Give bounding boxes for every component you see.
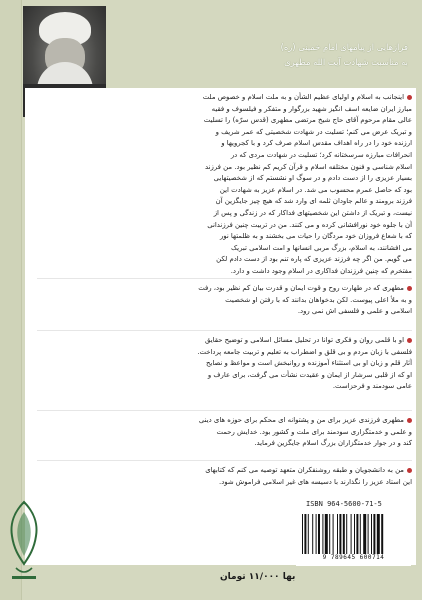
barcode-bar [337, 514, 338, 554]
line-text: و تبریک عرض می کنم؛ تسلیت در شهادت شخصیتی که عمر شریف و [215, 127, 412, 136]
line-text: عامی سودمند و فرحزاست. [332, 382, 412, 391]
barcode-bar [316, 514, 317, 554]
barcode-bar [351, 514, 352, 554]
paragraph-line [37, 266, 412, 278]
heading-line-1: فرازهایی از پیامهای امام خمینی (ره) [280, 42, 408, 52]
quote-paragraph [37, 283, 412, 318]
paragraph-line [37, 477, 412, 489]
line-text: او که از قلبی سرشار از ایمان و عقیدت نشأت می گرفت، برای عارف و [207, 370, 412, 379]
paragraph-line [37, 465, 412, 477]
barcode-bar [333, 514, 334, 554]
bullet-marker [407, 418, 412, 423]
barcode-bar [343, 514, 345, 554]
barcode-bar [354, 514, 355, 554]
bullet-marker [407, 286, 412, 291]
barcode-bar [381, 514, 383, 554]
paragraph-line [37, 196, 412, 208]
quote-paragraph [37, 415, 412, 450]
line-text: اسلامی و علمی و فلسفی اش نمی رود. [297, 307, 412, 316]
paragraph-divider [37, 410, 412, 411]
bullet-marker [407, 338, 412, 343]
paragraph-line [37, 335, 412, 347]
barcode-bar [373, 514, 375, 554]
barcode-bar [377, 514, 380, 554]
paragraph-divider [37, 278, 412, 279]
paragraph-line [37, 283, 412, 295]
barcode-bar [304, 514, 306, 554]
isbn-number: ISBN 964-5600-71-5 [306, 500, 382, 508]
barcode [296, 510, 411, 566]
paragraph-line [37, 220, 412, 232]
line-text: مطهری فرزندی عزیز برای من و پشتوانه ای محکم برای حوزه های دینی [198, 416, 404, 424]
barcode-bar [356, 514, 358, 554]
line-text: و علمی و خدمتگزاری سودمند برای ملت و کشور بود. خدایش رحمت [216, 427, 412, 436]
paragraph-line [37, 347, 412, 359]
line-text: اسلام شناسی و فنون مختلفه اسلام و قرآن کریم کم نظیر بود. من فرزند [204, 162, 412, 171]
line-text: اینجانب به اسلام و اولیای عظیم الشأن و به ملت اسلام و خصوص ملت [202, 93, 404, 101]
paragraph-line [37, 173, 412, 185]
paragraph-line [37, 427, 412, 439]
paragraph-line [37, 162, 412, 174]
barcode-bar [360, 514, 361, 554]
line-text: مفتخرم که چنین فرزندان فداکاری در اسلام وجود داشت و دارد. [230, 266, 412, 275]
paragraph-divider [37, 330, 412, 331]
barcode-digits: 9 789645 600714 [322, 554, 385, 561]
barcode-bar [312, 514, 313, 554]
barcode-bar [325, 514, 328, 554]
line-text: می افشانند، به اسلام، بزرگ مربی انسانها و امت اسلامی تبریک [231, 243, 412, 252]
paragraph-line [37, 208, 412, 220]
barcode-bar [346, 514, 347, 554]
paragraph-line [37, 243, 412, 255]
line-text: که با شعاع فروزان خود مردگان را حیات می بخشند و به ظلمتها نور [219, 232, 412, 241]
line-text: و به ملأ اعلی پیوست. لکن بدخواهان بدانند که با رفتن او شخصیت [225, 295, 412, 304]
line-text: فرزند برومند و عالم جاودان ثلمه ای وارد شد که هیچ چیز جایگزین آن [215, 197, 412, 206]
price-label: بها ۱۱/۰۰۰ تومان [220, 572, 296, 582]
line-text: او با قلمی روان و فکری توانا در تحلیل مسائل اسلامی و توضیح حقایق [204, 336, 404, 344]
paragraph-line [37, 115, 412, 127]
barcode-bar [302, 514, 303, 554]
publisher-logo [4, 490, 44, 590]
paragraph-line [37, 381, 412, 393]
barcode-bar [339, 514, 341, 554]
paragraph-line [37, 185, 412, 197]
line-text: آن با جلوه خود نورافشانی کرده و می کنند. من در تربیت چنین فرزندانی [207, 220, 412, 229]
line-text: انحرافات مبارزه سرسختانه کرد؛ تسلیت در شهادت مردی که در [230, 150, 412, 159]
paragraph-line [37, 92, 412, 104]
paragraph-line [37, 127, 412, 139]
barcode-bar [318, 514, 320, 554]
barcode-bar [368, 514, 369, 554]
barcode-bar [308, 514, 309, 554]
line-text: این استاد عزیز را نگذارند با دسیسه های غیر اسلامی فراموش شود. [219, 477, 412, 486]
line-text: کند و در جوار خدمتگزاران بزرگ اسلام جایگزین فرماید. [254, 439, 412, 448]
line-text: نیست، و تبریک از داشتن این شخصیتهای فداکار که در زندگی و پس از [213, 208, 412, 217]
line-text: می گویم. من اگر چه فرزند عزیزی که پاره تنم بود از دست دادم لکن [216, 255, 412, 264]
line-text: آثار قلم و زبان او بی استثناء آموزنده و روانبخش است و مواعظ و نصایح [205, 359, 412, 368]
paragraph-line [37, 306, 412, 318]
paragraph-line [37, 231, 412, 243]
quote-paragraph [37, 335, 412, 393]
paragraph-line [37, 254, 412, 266]
barcode-bar [371, 514, 372, 554]
line-text: ارزنده خود را در راه اهداف مقدس اسلام صرف کرد و با کجرویها و [221, 139, 412, 148]
paragraph-line [37, 295, 412, 307]
barcode-bar [329, 514, 330, 554]
line-text: من به دانشجویان و طبقه روشنفکران متعهد توصیه می کنم که کتابهای [205, 466, 404, 474]
quote-paragraph [37, 92, 412, 278]
paragraph-line [37, 358, 412, 370]
barcode-bars [302, 514, 405, 554]
line-text: مطهری که در طهارت روح و قوت ایمان و قدرت بیان کم نظیر بود، رفت [198, 284, 404, 292]
paragraph-divider [37, 460, 412, 461]
paragraph-line [37, 438, 412, 450]
quote-paragraph [37, 465, 412, 488]
barcode-bar [363, 514, 366, 554]
cover-heading [118, 40, 408, 70]
bullet-marker [407, 95, 412, 100]
bullet-marker [407, 468, 412, 473]
paragraph-line [37, 150, 412, 162]
barcode-bar [322, 514, 323, 554]
line-text: بود که حاصل عمرم محسوب می شد. در اسلام عزیز به شهادت این [219, 185, 412, 194]
paragraph-line [37, 370, 412, 382]
paragraph-line [37, 138, 412, 150]
line-text: فلسفی با زبان مردم و بی قلق و اضطراب به تعلیم و تربیت جامعه پرداخت. [197, 347, 412, 356]
line-text: بسیار عزیزی را از دست دادم و در سوگ او نشستم که از شخصیتهایی [213, 174, 412, 183]
paragraph-line [37, 104, 412, 116]
line-text: عالی مقام مرحوم آقای حاج شیخ مرتضی مطهری (قدس سرّه) را تسلیت [203, 116, 412, 125]
paragraph-line [37, 415, 412, 427]
heading-line-2: به مناسبت شهادت آیت الله مطهری [284, 57, 408, 67]
line-text: مبارز ایران ضایعه اسف انگیز شهید بزرگوار و متفکر و فیلسوف و فقیه [211, 104, 412, 113]
